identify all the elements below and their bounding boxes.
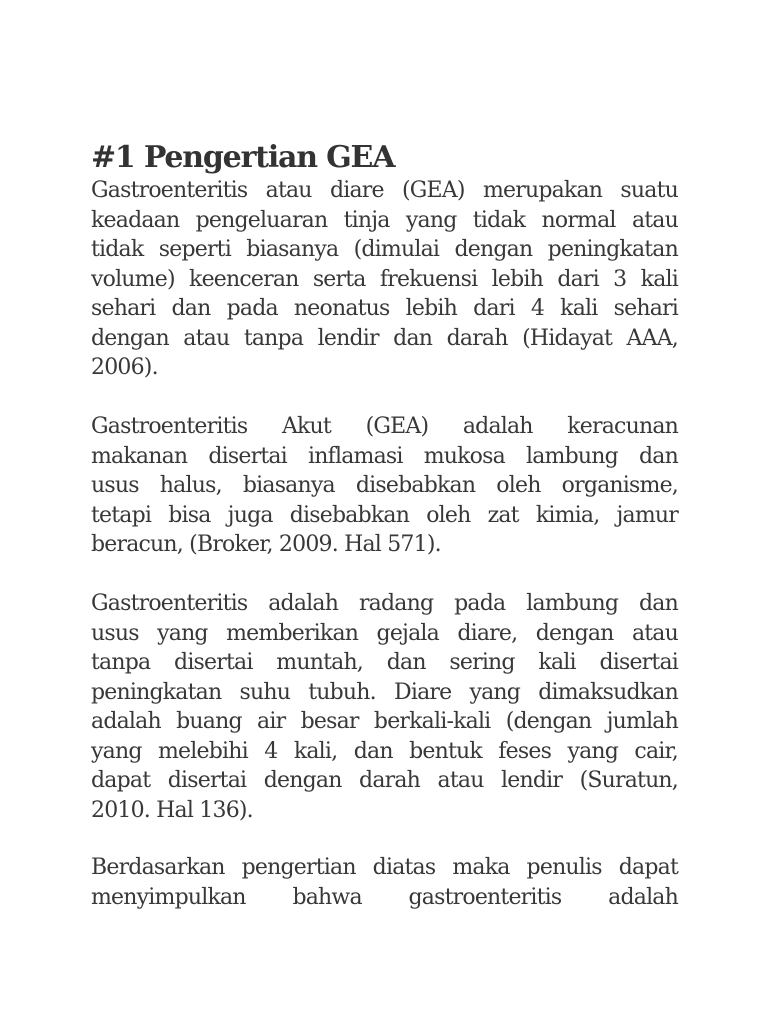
text-line: usus yang memberikan gejala diare, dengan atau (91, 620, 678, 646)
text-line: 2006). (91, 355, 158, 380)
text-line: dengan atau tanpa lendir dan darah (Hidayat AAA, (91, 325, 678, 351)
text-line: beracun, (Broker, 2009. Hal 571). (91, 532, 441, 557)
text-line: adalah buang air besar berkali-kali (dengan jumlah (91, 709, 678, 734)
paragraph-definition-2 (91, 412, 678, 560)
text-line: Gastroenteritis adalah radang pada lambung dan (91, 591, 678, 616)
section-heading: #1 Pengertian GEA (91, 140, 395, 175)
text-line: peningkatan suhu tubuh. Diare yang dimaksudkan (91, 679, 678, 705)
text-line: Berdasarkan pengertian diatas maka penulis dapat (91, 855, 678, 880)
text-line: sehari dan pada neonatus lebih dari 4 kali sehari (91, 296, 678, 321)
text-line: 2010. Hal 136). (91, 797, 253, 823)
paragraph-conclusion (91, 853, 678, 912)
text-line: tetapi bisa juga disebabkan oleh zat kimia, jamur (91, 502, 678, 528)
text-line: tanpa disertai muntah, dan sering kali disertai (91, 650, 678, 675)
paragraph-definition-1 (91, 176, 678, 383)
text-line: makanan disertai inflamasi mukosa lambung dan (91, 443, 678, 469)
paragraph-definition-3 (91, 589, 678, 825)
text-line: volume) keenceran serta frekuensi lebih dari 3 kali (91, 266, 678, 292)
text-line: menyimpulkan bahwa gastroenteritis adalah (91, 884, 678, 910)
text-line: Gastroenteritis atau diare (GEA) merupakan suatu (91, 178, 678, 203)
text-line: yang melebihi 4 kali, dan bentuk feses yang cair, (91, 738, 678, 764)
text-line: Gastroenteritis Akut (GEA) adalah keracunan (91, 414, 678, 439)
text-line: usus halus, biasanya disebabkan oleh organisme, (91, 473, 678, 498)
text-line: dapat disertai dengan darah atau lendir (Suratun, (91, 768, 678, 793)
text-line: keadaan pengeluaran tinja yang tidak normal atau (91, 207, 678, 233)
text-line: tidak seperti biasanya (dimulai dengan peningkatan (91, 237, 678, 262)
